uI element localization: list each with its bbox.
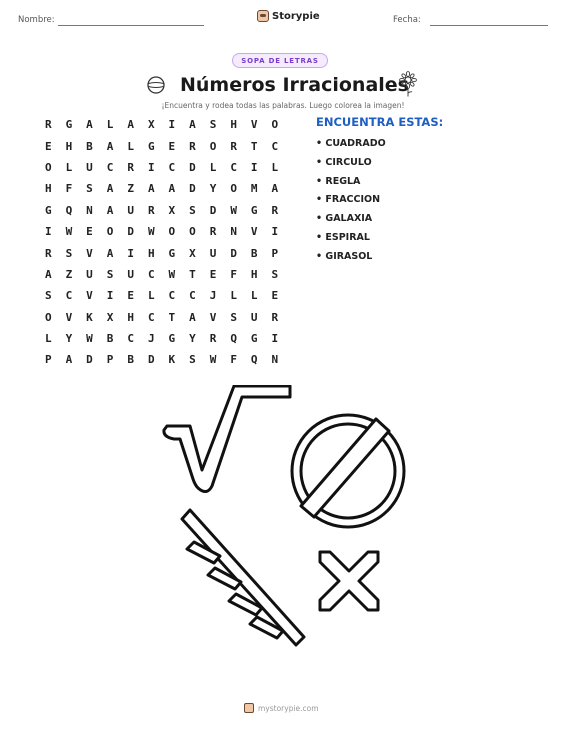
grid-letter[interactable]: S	[189, 353, 196, 367]
grid-letter[interactable]: X	[189, 246, 196, 260]
grid-letter[interactable]: E	[209, 267, 217, 281]
grid-letter[interactable]: V	[86, 289, 93, 303]
grid-letter[interactable]: H	[44, 182, 52, 196]
grid-letter[interactable]: G	[250, 203, 258, 217]
instructions: ¡Encuentra y rodea todas las palabras. Luego colorea la imagen!	[161, 101, 405, 110]
grid-letter[interactable]: C	[147, 310, 155, 324]
grid-letter[interactable]: P	[44, 353, 52, 367]
grid-letter[interactable]: V	[86, 246, 93, 260]
grid-letter[interactable]: N	[271, 353, 279, 367]
name-label: Nombre:	[18, 15, 55, 25]
grid-letter[interactable]: D	[147, 353, 155, 367]
grid-letter[interactable]: V	[250, 118, 258, 132]
grid-letter[interactable]: I	[168, 118, 176, 132]
grid-letter[interactable]: O	[230, 182, 237, 196]
grid-letter[interactable]: K	[168, 353, 176, 367]
grid-letter[interactable]: S	[271, 267, 279, 281]
brand-logo	[257, 10, 320, 22]
footer	[244, 703, 319, 713]
grid-letter[interactable]: R	[44, 118, 52, 132]
grid-letter[interactable]: D	[189, 182, 196, 196]
grid-letter[interactable]: G	[250, 332, 258, 346]
grid-letter[interactable]: H	[127, 310, 134, 324]
grid-letter[interactable]: W	[65, 225, 73, 239]
grid-letter[interactable]: W	[168, 267, 176, 281]
grid-letter[interactable]: G	[44, 203, 52, 217]
grid-letter[interactable]: W	[86, 332, 93, 346]
grid-letter[interactable]: F	[65, 182, 73, 196]
grid-letter[interactable]: L	[127, 139, 134, 153]
grid-letter[interactable]: A	[147, 182, 155, 196]
grid-letter[interactable]: G	[168, 246, 176, 260]
brand-name: Storypie	[272, 10, 320, 22]
grid-letter[interactable]: L	[44, 332, 52, 346]
grid-letter[interactable]: C	[127, 332, 134, 346]
word-item: • ESPIRAL	[316, 230, 386, 249]
grid-letter[interactable]: S	[209, 118, 217, 132]
grid-letter[interactable]: T	[168, 310, 176, 324]
grid-letter[interactable]: R	[271, 310, 279, 324]
grid-letter[interactable]: S	[65, 246, 73, 260]
grid-letter[interactable]: Y	[65, 332, 73, 346]
grid-letter[interactable]: D	[189, 160, 196, 174]
grid-letter[interactable]: I	[127, 246, 134, 260]
grid-letter[interactable]: E	[168, 139, 176, 153]
grid-letter[interactable]: C	[168, 289, 176, 303]
date-label: Fecha:	[393, 15, 421, 25]
grid-letter[interactable]: L	[106, 118, 114, 132]
grid-letter[interactable]: J	[209, 289, 217, 303]
grid-letter[interactable]: A	[106, 203, 114, 217]
grid-letter[interactable]: C	[147, 267, 155, 281]
grid-letter[interactable]: H	[147, 246, 155, 260]
grid-letter[interactable]: N	[86, 203, 93, 217]
grid-letter[interactable]: L	[65, 160, 73, 174]
grid-letter[interactable]: D	[127, 225, 134, 239]
grid-letter[interactable]: A	[65, 353, 73, 367]
grid-letter[interactable]: W	[209, 353, 217, 367]
grid-letter[interactable]: E	[271, 289, 279, 303]
grid-letter[interactable]: O	[168, 225, 176, 239]
grid-letter[interactable]: A	[44, 267, 52, 281]
ruler-icon	[182, 510, 304, 645]
square-root-icon	[164, 386, 290, 492]
grid-letter[interactable]: S	[230, 310, 237, 324]
grid-letter[interactable]: F	[230, 353, 237, 367]
letter-grid[interactable]	[38, 114, 285, 371]
grid-letter[interactable]: I	[271, 332, 279, 346]
grid-letter[interactable]: I	[106, 289, 114, 303]
word-item: • REGLA	[316, 174, 386, 193]
grid-letter[interactable]: X	[106, 310, 114, 324]
multiply-icon	[320, 552, 378, 610]
word-list	[316, 136, 386, 268]
grid-letter[interactable]: Y	[209, 182, 217, 196]
grid-letter[interactable]: F	[230, 267, 237, 281]
grid-letter[interactable]: V	[250, 225, 258, 239]
grid-letter[interactable]: Q	[250, 353, 258, 367]
grid-letter[interactable]: X	[168, 203, 176, 217]
grid-letter[interactable]: E	[86, 225, 93, 239]
grid-letter[interactable]: I	[44, 225, 52, 239]
storypie-logo-icon	[244, 703, 254, 713]
grid-letter[interactable]: O	[189, 225, 196, 239]
grid-letter[interactable]: V	[209, 310, 217, 324]
grid-letter[interactable]: U	[127, 203, 134, 217]
grid-letter[interactable]: E	[44, 139, 52, 153]
footer-url: mystorypie.com	[258, 703, 319, 713]
grid-letter[interactable]: Y	[189, 332, 196, 346]
grid-letter[interactable]: K	[86, 310, 93, 324]
word-item: • CUADRADO	[316, 136, 386, 155]
date-line[interactable]	[430, 25, 548, 26]
grid-letter[interactable]: U	[209, 246, 217, 260]
grid-letter[interactable]: L	[271, 160, 279, 174]
grid-letter[interactable]: P	[106, 353, 114, 367]
grid-letter[interactable]: W	[230, 203, 237, 217]
grid-letter[interactable]: R	[230, 139, 237, 153]
grid-letter[interactable]: J	[147, 332, 155, 346]
word-item: • GALAXIA	[316, 211, 386, 230]
grid-letter[interactable]: A	[106, 182, 114, 196]
grid-letter[interactable]: V	[65, 310, 73, 324]
grid-letter[interactable]: M	[250, 182, 258, 196]
grid-letter[interactable]: T	[250, 139, 258, 153]
grid-letter[interactable]: A	[271, 182, 279, 196]
grid-letter[interactable]: C	[230, 160, 237, 174]
page-title: Números Irracionales	[180, 74, 409, 96]
grid-letter[interactable]: C	[271, 139, 279, 153]
grid-letter[interactable]: O	[209, 139, 217, 153]
grid-letter[interactable]: G	[168, 332, 176, 346]
grid-letter[interactable]: W	[147, 225, 155, 239]
grid-letter[interactable]: A	[106, 139, 114, 153]
grid-letter[interactable]: A	[86, 118, 93, 132]
grid-letter[interactable]: H	[250, 267, 258, 281]
grid-letter[interactable]: L	[250, 289, 258, 303]
grid-letter[interactable]: C	[106, 160, 114, 174]
grid-letter[interactable]: S	[86, 182, 93, 196]
grid-letter[interactable]: D	[209, 203, 217, 217]
grid-letter[interactable]: U	[250, 310, 258, 324]
grid-letter[interactable]: D	[230, 246, 237, 260]
grid-letter[interactable]: R	[271, 203, 279, 217]
grid-letter[interactable]: A	[106, 246, 114, 260]
grid-letter[interactable]: O	[44, 160, 52, 174]
grid-letter[interactable]: R	[209, 225, 217, 239]
grid-letter[interactable]: B	[250, 246, 258, 260]
grid-letter[interactable]: R	[44, 246, 52, 260]
grid-letter[interactable]: A	[168, 182, 176, 196]
grid-letter[interactable]: Z	[65, 267, 73, 281]
grid-letter[interactable]: A	[127, 118, 134, 132]
grid-letter[interactable]: X	[147, 118, 155, 132]
word-item: • GIRASOL	[316, 249, 386, 268]
grid-letter[interactable]: Q	[230, 332, 237, 346]
grid-letter[interactable]: O	[106, 225, 114, 239]
grid-letter[interactable]: I	[271, 225, 279, 239]
grid-letter[interactable]: C	[189, 289, 196, 303]
word-item: • CIRCULO	[316, 155, 386, 174]
grid-letter[interactable]: S	[106, 267, 114, 281]
grid-letter[interactable]: U	[86, 267, 93, 281]
grid-letter[interactable]: U	[86, 160, 93, 174]
grid-letter[interactable]: C	[65, 289, 73, 303]
grid-letter[interactable]: P	[271, 246, 279, 260]
sunflower-icon	[399, 71, 417, 97]
grid-letter[interactable]: R	[209, 332, 217, 346]
grid-letter[interactable]: N	[230, 225, 237, 239]
category-badge: SOPA DE LETRAS	[232, 53, 328, 68]
storypie-logo-icon	[257, 10, 269, 22]
grid-letter[interactable]: Z	[127, 182, 134, 196]
grid-letter[interactable]: I	[147, 160, 155, 174]
grid-letter[interactable]: O	[271, 118, 279, 132]
grid-letter[interactable]: S	[189, 203, 196, 217]
grid-letter[interactable]: A	[189, 310, 196, 324]
grid-letter[interactable]: G	[147, 139, 155, 153]
grid-letter[interactable]: E	[127, 289, 134, 303]
coloring-illustration[interactable]	[150, 385, 420, 655]
grid-letter[interactable]: B	[127, 353, 134, 367]
name-line[interactable]	[58, 25, 204, 26]
grid-letter[interactable]: R	[147, 203, 155, 217]
grid-letter[interactable]: R	[127, 160, 134, 174]
grid-letter[interactable]: D	[86, 353, 93, 367]
grid-letter[interactable]: U	[127, 267, 134, 281]
grid-letter[interactable]: H	[230, 118, 237, 132]
grid-letter[interactable]: T	[189, 267, 196, 281]
grid-letter[interactable]: B	[106, 332, 114, 346]
grid-letter[interactable]: L	[230, 289, 237, 303]
grid-letter[interactable]: R	[189, 139, 196, 153]
grid-letter[interactable]: Q	[65, 203, 73, 217]
grid-letter[interactable]: S	[44, 289, 52, 303]
word-item: • FRACCION	[316, 192, 386, 211]
empty-set-icon	[292, 415, 404, 527]
grid-letter[interactable]: B	[86, 139, 93, 153]
grid-letter[interactable]: I	[250, 160, 258, 174]
word-list-title: ENCUENTRA ESTAS:	[316, 115, 444, 129]
planet-icon	[146, 75, 166, 95]
grid-letter[interactable]: O	[44, 310, 52, 324]
grid-letter[interactable]: G	[65, 118, 73, 132]
grid-letter[interactable]: H	[65, 139, 73, 153]
grid-letter[interactable]: A	[189, 118, 196, 132]
grid-letter[interactable]: C	[168, 160, 176, 174]
grid-letter[interactable]: L	[147, 289, 155, 303]
grid-letter[interactable]: L	[209, 160, 217, 174]
